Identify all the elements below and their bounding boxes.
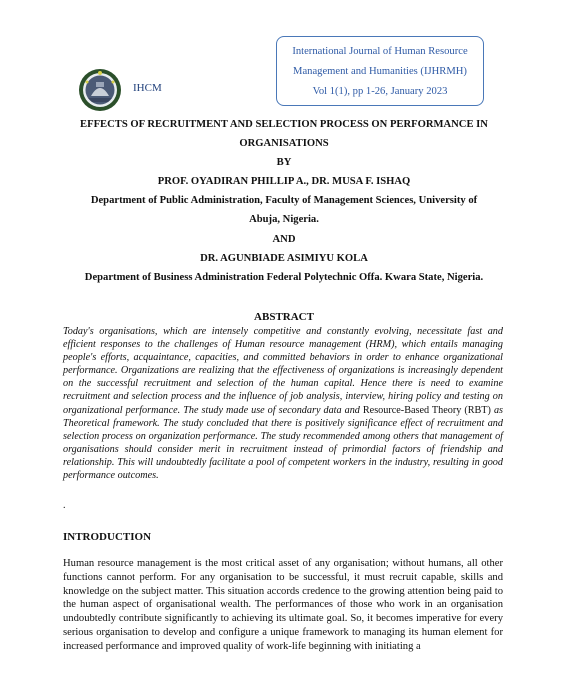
journal-volume: Vol 1(1), pp 1-26, January 2023 [312, 86, 448, 97]
paper-title-line2: ORGANISATIONS [239, 138, 329, 149]
abstract-heading: ABSTRACT [254, 311, 314, 323]
affiliation1-line1: Department of Public Administration, Faculty of Management Sciences, University of [90, 195, 478, 206]
abstract-body [63, 325, 503, 482]
affiliation1-line2: Abuja, Nigeria. [249, 214, 319, 225]
affiliation2: Department of Business Administration Federal Polytechnic Offa. Kwara State, Nigeria. [84, 272, 484, 283]
ihcm-seal-logo-icon [78, 68, 122, 112]
introduction-body: Human resource management is the most critical asset of any organisation; without humans, all other functions cannot perform. For any organisation to be successful, it must recruit capable, skills and knowledge on the subject matter. This situation accords credence to the growing attention being paid to the human aspect of organisational wealth. The performances of those who work in an organisation undoubtedly contribute significantly to achieving its ultimate goal. So, it becomes imperative for every serious organisation to develop and configure a unique framework to managing its human element for increased performance and improved quality of work-life beginning with initiating a [63, 558, 503, 652]
journal-name-line2: Management and Humanities (IJHRMH) [293, 66, 467, 77]
authors-secondary: DR. AGUNBIADE ASIMIYU KOLA [200, 253, 368, 264]
abstract-text-part1: Today's organisations, which are intensely competitive and constantly evolving, necessitate fast and efficient responses to the challenges of Human resource management (HRM), which entails managing people's efforts, acquaintance, capacities, and committed behaviors in order to enhance organizational performance. Organizations are realizing that the effectiveness of organizations is increasingly dependent on the successful recruitment and selection of the human capital. Hence there is need to examine recruitment and selection process and the influence of job analysis, interview, hiring policy and testing on organizational performance. The study made use of secondary data and [63, 326, 503, 416]
by-label: BY [276, 157, 292, 168]
journal-info-box [276, 36, 484, 106]
journal-name-line1: International Journal of Human Resource [292, 46, 468, 57]
abstract-theory-name: Resource-Based Theory (RBT) [362, 404, 491, 416]
stray-period: . [63, 500, 66, 511]
authors-primary: PROF. OYADIRAN PHILLIP A., DR. MUSA F. ISHAQ [157, 176, 411, 187]
org-label: IHCM [133, 82, 162, 94]
introduction-heading: INTRODUCTION [63, 531, 152, 543]
abstract-text-part3: as Theoretical framework. The study concluded that there is positively significance effect of recruitment and selection process on organization performance. The study recommended among others that management of organisations should consider merit in recruitment instead of primordial factors of friendship and relationship. This will undoubtedly facilitate a pool of competent workers in the industry, resulting in good performance outcomes. [63, 404, 503, 482]
and-label: AND [272, 234, 296, 245]
paper-title-line1: EFFECTS OF RECRUITMENT AND SELECTION PROCESS ON PERFORMANCE IN [80, 119, 488, 130]
